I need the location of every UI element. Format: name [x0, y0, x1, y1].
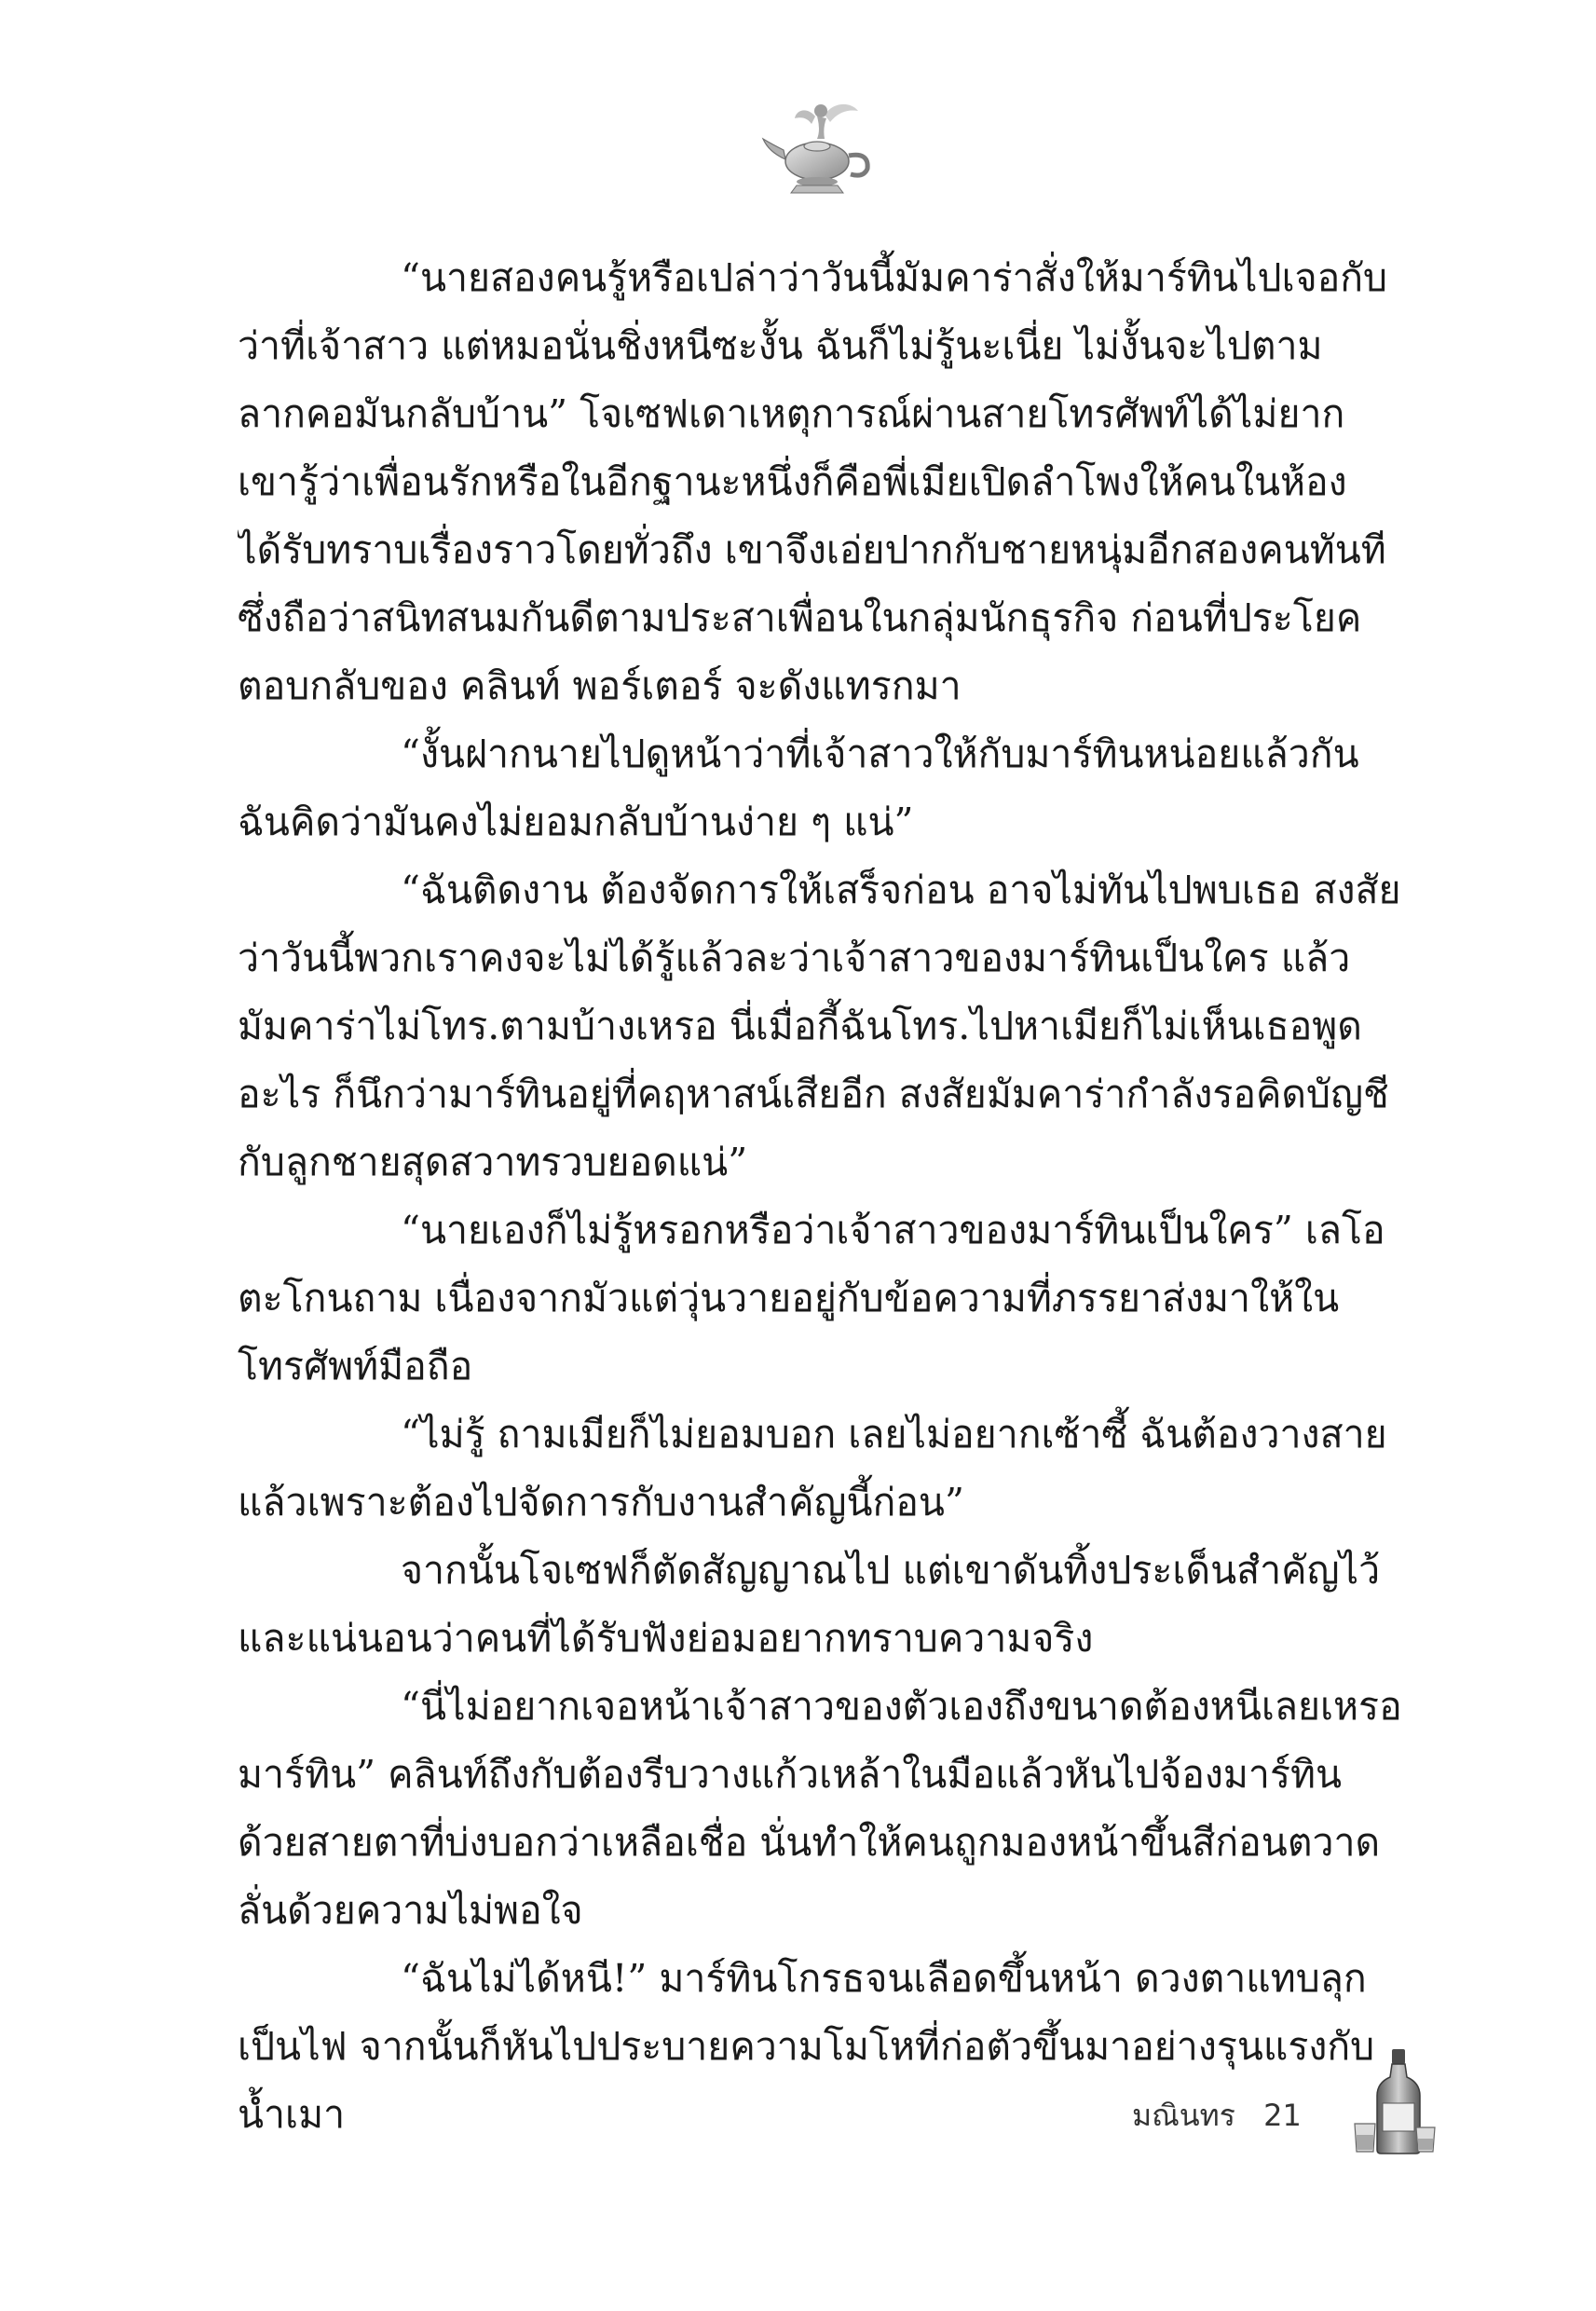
text-line: โทรศัพท์มือถือ	[238, 1344, 473, 1388]
text-line: “นายสองคนรู้หรือเปล่าว่าวันนี้มัมคาร่าสั่งให้มาร์ทินไปเจอกับ	[401, 255, 1388, 300]
page-body	[238, 244, 1416, 2149]
text-line: ได้รับทราบเรื่องราวโดยทั่วถึง เขาจึงเอ่ยปากกับชายหนุ่มอีกสองคนทันที	[238, 527, 1386, 572]
text-line: กับลูกชายสุดสวาทรวบยอดแน่”	[238, 1140, 748, 1184]
text-line: และแน่นอนว่าคนที่ได้รับฟังย่อมอยากทราบความจริง	[238, 1616, 1094, 1661]
text-line: ว่าที่เจ้าสาว แต่หมอนั่นชิ่งหนีซะงั้น ฉันก็ไม่รู้นะเนี่ย ไม่งั้นจะไปตาม	[238, 323, 1323, 368]
text-line: “ฉันติดงาน ต้องจัดการให้เสร็จก่อน อาจไม่ทันไปพบเธอ สงสัย	[401, 868, 1401, 912]
teapot-with-cupid-icon	[759, 89, 880, 200]
text-line: ตอบกลับของ คลินท์ พอร์เตอร์ จะดังแทรกมา	[238, 663, 962, 708]
text-line: “ไม่รู้ ถามเมียก็ไม่ยอมบอก เลยไม่อยากเซ้าซี้ ฉันต้องวางสาย	[401, 1412, 1387, 1456]
text-line: “ฉันไม่ได้หนี!” มาร์ทินโกรธจนเลือดขึ้นหน้า ดวงตาแทบลุก	[401, 1956, 1367, 2001]
text-line: ว่าวันนี้พวกเราคงจะไม่ได้รู้แล้วละว่าเจ้าสาวของมาร์ทินเป็นใคร แล้ว	[238, 936, 1351, 980]
text-line: “นี่ไม่อยากเจอหน้าเจ้าสาวของตัวเองถึงขนาดต้องหนีเลยเหรอ	[401, 1684, 1402, 1729]
liquor-bottle-and-glasses-icon	[1351, 2045, 1439, 2157]
page-footer	[1132, 2087, 1302, 2143]
text-line: ลั่นด้วยความไม่พอใจ	[238, 1888, 583, 1933]
text-line: “งั้นฝากนายไปดูหน้าว่าที่เจ้าสาวให้กับมาร์ทินหน่อยแล้วกัน	[401, 732, 1359, 776]
text-line: ลากคอมันกลับบ้าน” โจเซฟเดาเหตุการณ์ผ่านสายโทรศัพท์ได้ไม่ยาก	[238, 391, 1345, 436]
text-line: เป็นไฟ จากนั้นก็หันไปประบายความโมโหที่ก่อตัวขึ้นมาอย่างรุนแรงกับ	[238, 2024, 1375, 2069]
page-number: 21	[1263, 2098, 1302, 2133]
text-line: มัมคาร่าไม่โทร.ตามบ้างเหรอ นี่เมื่อกี้ฉันโทร.ไปหาเมียก็ไม่เห็นเธอพูด	[238, 1004, 1362, 1048]
text-line: น้ำเมา	[238, 2092, 346, 2137]
text-line: มาร์ทิน” คลินท์ถึงกับต้องรีบวางแก้วเหล้าในมือแล้วหันไปจ้องมาร์ทิน	[238, 1752, 1343, 1797]
text-line: อะไร ก็นึกว่ามาร์ทินอยู่ที่คฤหาสน์เสียอีก สงสัยมัมคาร่ากำลังรอคิดบัญชี	[238, 1072, 1389, 1116]
text-line: แล้วเพราะต้องไปจัดการกับงานสำคัญนี้ก่อน”	[238, 1480, 964, 1525]
text-line: ตะโกนถาม เนื่องจากมัวแต่วุ่นวายอยู่กับข้อความที่ภรรยาส่งมาให้ใน	[238, 1276, 1340, 1320]
text-line: จากนั้นโจเซฟก็ตัดสัญญาณไป แต่เขาดันทิ้งประเด็นสำคัญไว้	[401, 1548, 1381, 1593]
text-line: “นายเองก็ไม่รู้หรอกหรือว่าเจ้าสาวของมาร์ทินเป็นใคร” เลโอ	[401, 1208, 1385, 1252]
text-line: ฉันคิดว่ามันคงไม่ยอมกลับบ้านง่าย ๆ แน่”	[238, 800, 914, 844]
text-line: เขารู้ว่าเพื่อนรักหรือในอีกฐานะหนึ่งก็คือพี่เมียเปิดลำโพงให้คนในห้อง	[238, 459, 1347, 504]
text-line: ด้วยสายตาที่บ่งบอกว่าเหลือเชื่อ นั่นทำให้คนถูกมองหน้าขึ้นสีก่อนตวาด	[238, 1820, 1381, 1865]
text-line: ซึ่งถือว่าสนิทสนมกันดีตามประสาเพื่อนในกลุ่มนักธุรกิจ ก่อนที่ประโยค	[238, 595, 1362, 640]
footer-author: มณินทร	[1132, 2098, 1235, 2133]
